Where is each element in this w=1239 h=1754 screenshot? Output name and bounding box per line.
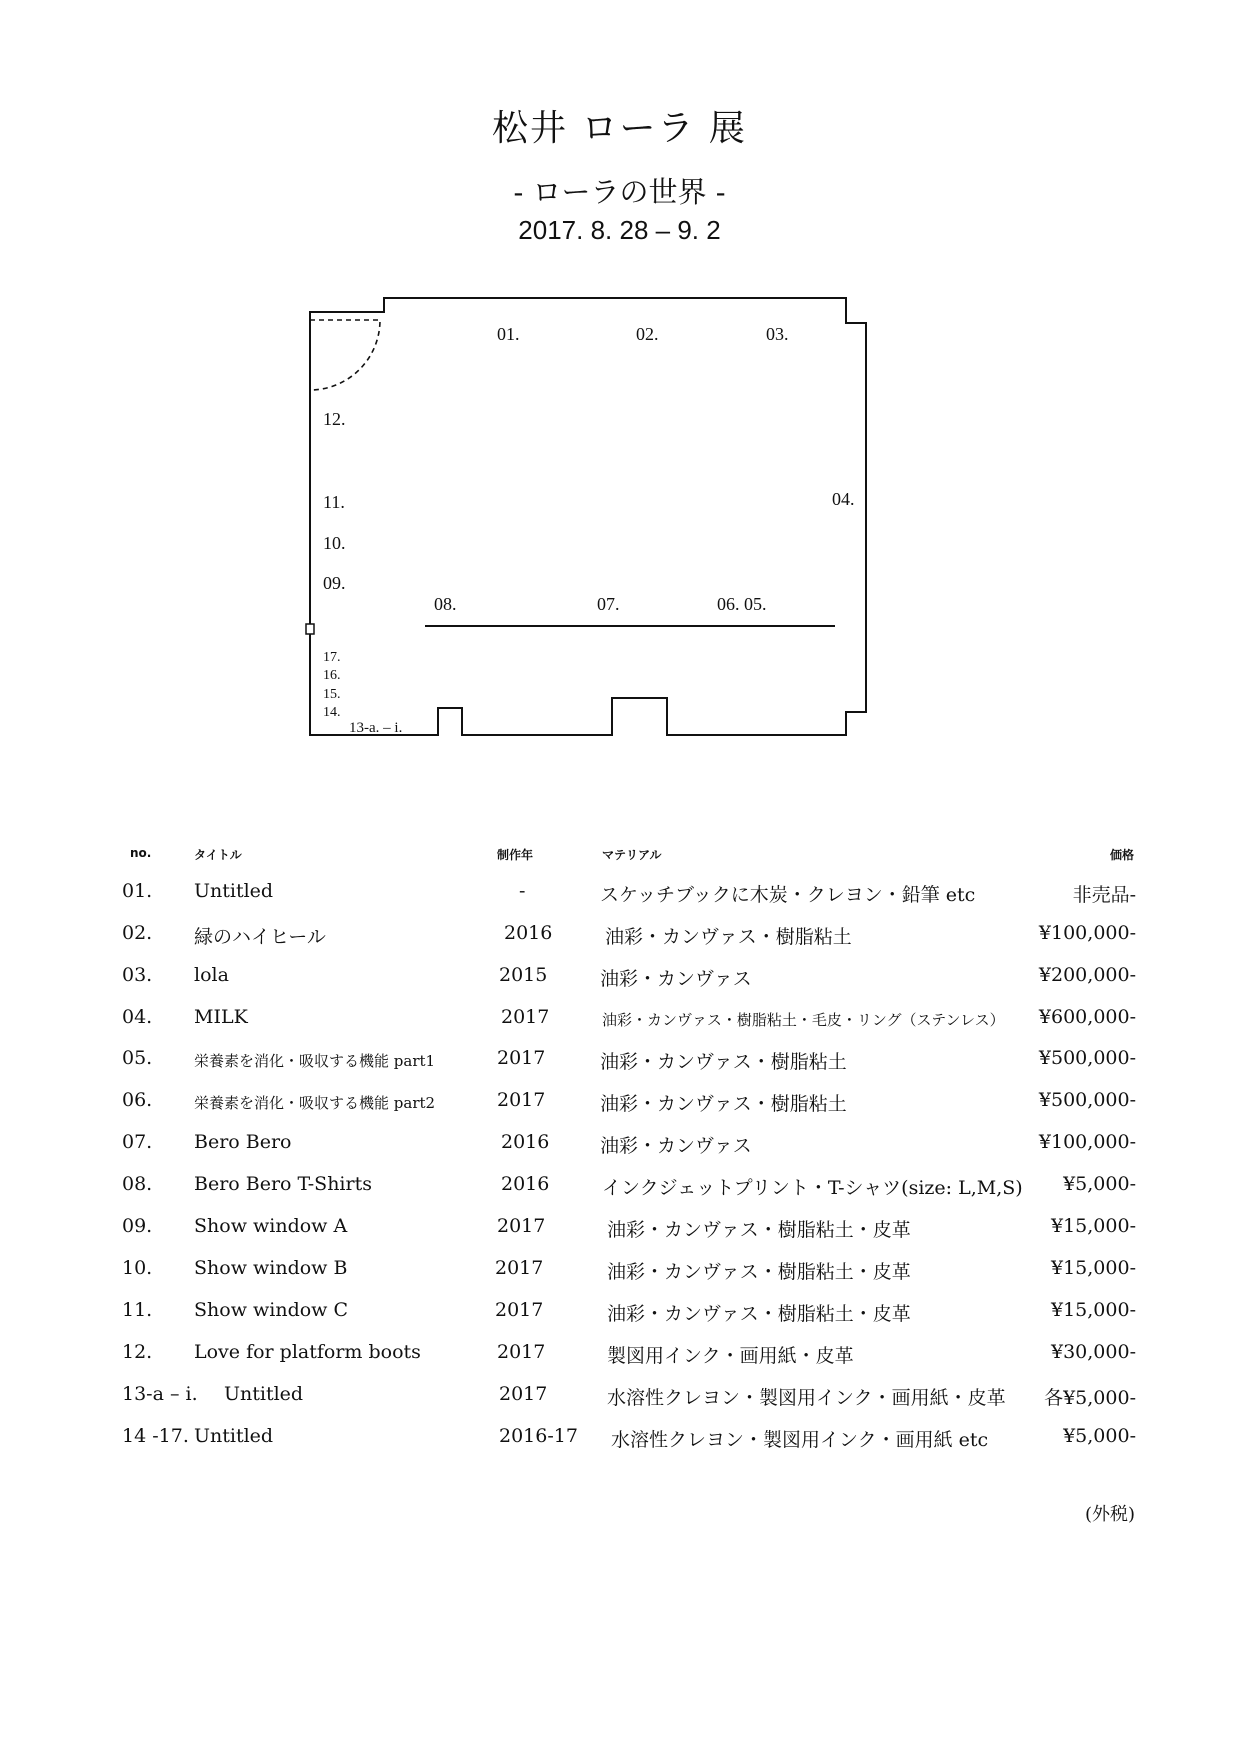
- row-no: 09.: [122, 1215, 153, 1237]
- row-material: 油彩・カンヴァス・樹脂粘土・毛皮・リング（ステンレス）: [602, 1011, 1005, 1029]
- row-year: 2017: [495, 1299, 544, 1321]
- row-title: 緑のハイヒール: [194, 926, 326, 948]
- plan-label-13: 13-a. – i.: [349, 720, 403, 736]
- row-no: 01.: [122, 880, 153, 902]
- plan-label-10: 10.: [323, 533, 346, 553]
- row-material: 油彩・カンヴァス: [600, 1135, 752, 1157]
- row-price: ¥500,000-: [1038, 1047, 1136, 1069]
- row-no: 13-a – i.: [122, 1383, 198, 1405]
- row-price: ¥500,000-: [1038, 1089, 1136, 1111]
- plan-label-07: 07.: [597, 594, 620, 614]
- exhibition-subtitle: - ローラの世界 -: [513, 175, 726, 209]
- plan-label-12: 12.: [323, 409, 346, 429]
- row-material: 油彩・カンヴァス・樹脂粘土: [600, 1093, 847, 1115]
- row-year: 2017: [497, 1089, 546, 1111]
- row-title: Show window C: [194, 1299, 349, 1321]
- plan-label-03: 03.: [766, 324, 789, 344]
- row-material: 水溶性クレヨン・製図用インク・画用紙 etc: [611, 1429, 989, 1451]
- row-no: 10.: [122, 1257, 153, 1279]
- row-no: 14 -17.: [122, 1425, 189, 1447]
- row-year: 2017: [495, 1257, 544, 1279]
- row-year: 2016-17: [499, 1425, 578, 1447]
- plan-label-08: 08.: [434, 594, 457, 614]
- row-price: ¥100,000-: [1038, 922, 1136, 944]
- row-material: インクジェットプリント・T-シャツ(size: L,M,S): [602, 1177, 1023, 1199]
- row-price: ¥5,000-: [1063, 1425, 1136, 1447]
- row-material: 油彩・カンヴァス: [600, 968, 752, 990]
- plan-label-02: 02.: [636, 324, 659, 344]
- row-year: 2016: [504, 922, 553, 944]
- plan-label-14: 14.: [323, 705, 341, 720]
- row-price: ¥30,000-: [1051, 1341, 1136, 1363]
- exhibition-dates: 2017. 8. 28 – 9. 2: [518, 215, 721, 245]
- row-material: 油彩・カンヴァス・樹脂粘土: [605, 926, 852, 948]
- row-year: 2017: [497, 1047, 546, 1069]
- row-material: 水溶性クレヨン・製図用インク・画用紙・皮革: [607, 1387, 1006, 1409]
- row-year: 2016: [501, 1131, 550, 1153]
- plan-label-16: 16.: [323, 668, 341, 683]
- row-no: 11.: [122, 1299, 153, 1321]
- plan-label-11: 11.: [323, 492, 345, 512]
- row-price: ¥600,000-: [1038, 1006, 1136, 1028]
- col-header-year: 制作年: [497, 848, 534, 862]
- row-material: 油彩・カンヴァス・樹脂粘土・皮革: [607, 1219, 911, 1241]
- plan-label-17: 17.: [323, 650, 341, 665]
- row-title: Bero Bero T-Shirts: [194, 1173, 372, 1195]
- row-price: 非売品-: [1072, 884, 1136, 906]
- row-year: -: [519, 880, 526, 902]
- row-material: 油彩・カンヴァス・樹脂粘土・皮革: [607, 1303, 911, 1325]
- row-title: MILK: [194, 1006, 248, 1028]
- plan-label-06-05: 06. 05.: [717, 594, 767, 614]
- row-price: ¥100,000-: [1038, 1131, 1136, 1153]
- plan-label-09: 09.: [323, 573, 346, 593]
- row-no: 03.: [122, 964, 153, 986]
- col-header-no: no.: [130, 846, 152, 860]
- row-no: 12.: [122, 1341, 153, 1363]
- row-no: 02.: [122, 922, 153, 944]
- plan-label-01: 01.: [497, 324, 520, 344]
- row-no: 06.: [122, 1089, 153, 1111]
- tax-note: (外税): [1084, 1504, 1135, 1525]
- row-title: Untitled: [194, 880, 274, 902]
- row-year: 2017: [499, 1383, 548, 1405]
- row-title: Bero Bero: [194, 1131, 292, 1153]
- row-year: 2015: [499, 964, 548, 986]
- row-title: 栄養素を消化・吸収する機能 part1: [194, 1052, 436, 1070]
- page-title: 松井 ローラ 展: [492, 108, 747, 149]
- row-title: Untitled: [224, 1383, 304, 1405]
- row-no: 08.: [122, 1173, 153, 1195]
- row-no: 05.: [122, 1047, 153, 1069]
- row-year: 2016: [501, 1173, 550, 1195]
- row-price: 各¥5,000-: [1044, 1387, 1136, 1409]
- row-material: 製図用インク・画用紙・皮革: [607, 1345, 854, 1367]
- col-header-price: 価格: [1110, 848, 1135, 862]
- row-title: Untitled: [194, 1425, 274, 1447]
- col-header-material: マテリアル: [602, 848, 662, 862]
- row-material: 油彩・カンヴァス・樹脂粘土・皮革: [607, 1261, 911, 1283]
- row-year: 2017: [497, 1341, 546, 1363]
- row-year: 2017: [501, 1006, 550, 1028]
- row-material: スケッチブックに木炭・クレヨン・鉛筆 etc: [600, 884, 976, 906]
- col-header-title: タイトル: [194, 848, 242, 862]
- row-title: Show window A: [194, 1215, 348, 1237]
- row-price: ¥5,000-: [1063, 1173, 1136, 1195]
- row-no: 04.: [122, 1006, 153, 1028]
- row-price: ¥200,000-: [1038, 964, 1136, 986]
- row-title: 栄養素を消化・吸収する機能 part2: [194, 1094, 436, 1112]
- row-no: 07.: [122, 1131, 153, 1153]
- row-title: Show window B: [194, 1257, 348, 1279]
- row-title: lola: [194, 964, 229, 986]
- row-year: 2017: [497, 1215, 546, 1237]
- row-price: ¥15,000-: [1051, 1299, 1136, 1321]
- row-title: Love for platform boots: [194, 1341, 421, 1363]
- plan-label-04: 04.: [832, 489, 855, 509]
- plan-label-15: 15.: [323, 687, 341, 702]
- row-price: ¥15,000-: [1051, 1215, 1136, 1237]
- row-material: 油彩・カンヴァス・樹脂粘土: [600, 1051, 847, 1073]
- row-price: ¥15,000-: [1051, 1257, 1136, 1279]
